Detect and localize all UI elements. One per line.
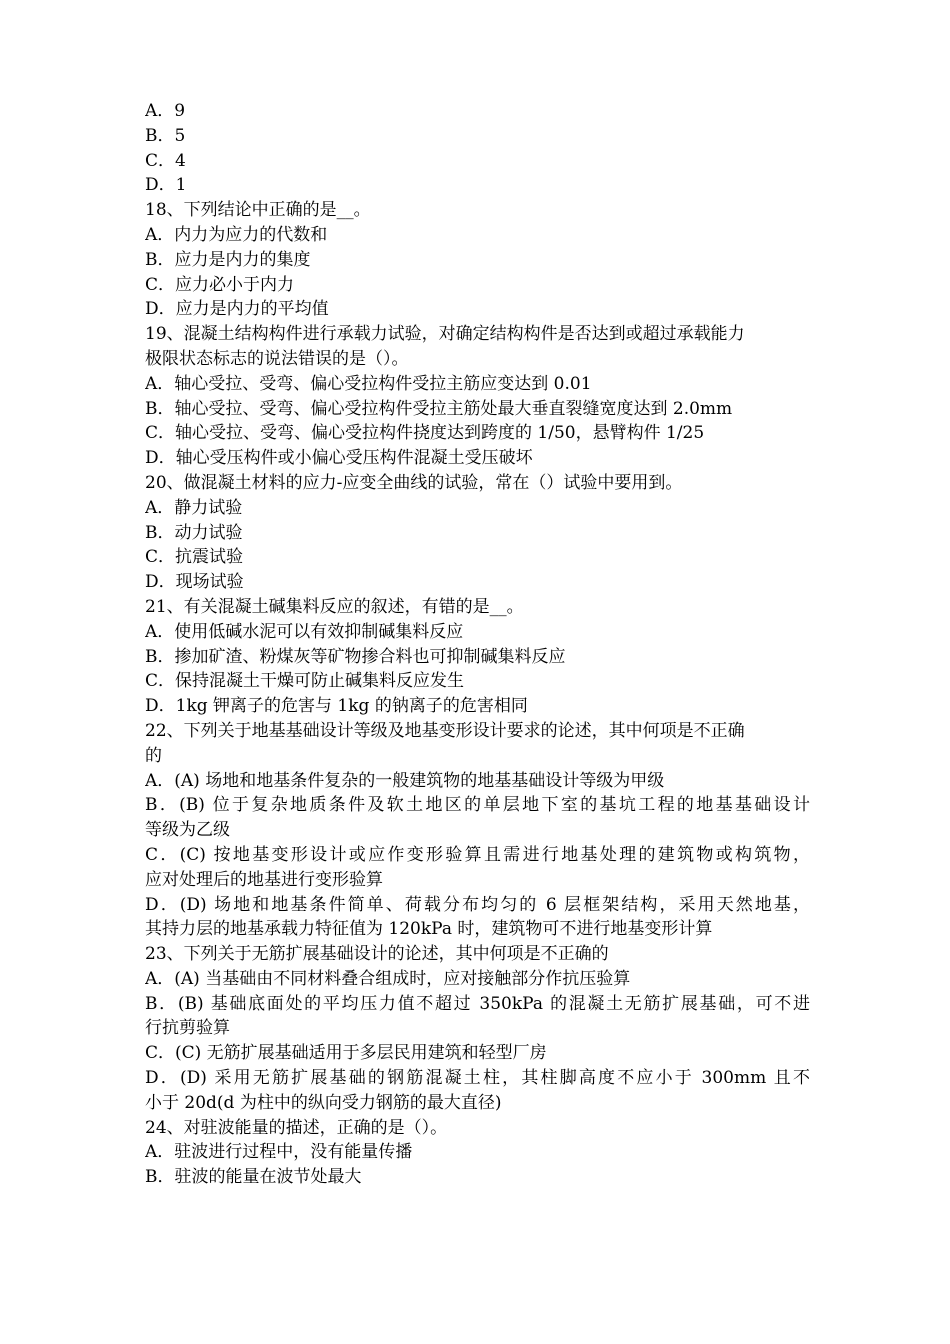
q18-stem: 18、下列结论中正确的是__。 <box>145 200 371 221</box>
q18-option-a: A．内力为应力的代数和 <box>145 224 328 245</box>
document-body <box>145 99 810 1190</box>
q19-option-b: B．轴心受拉、受弯、偏心受拉构件受拉主筋处最大垂直裂缝宽度达到 2.0mm <box>145 398 733 419</box>
q22-option-d-line-2: 其持力层的地基承载力特征值为 120kPa 时，建筑物可不进行地基变形计算 <box>145 919 713 940</box>
q21-option-c: C．保持混凝土干燥可防止碱集料反应发生 <box>145 671 465 692</box>
q21-stem: 21、有关混凝土碱集料反应的叙述，有错的是__。 <box>145 596 524 617</box>
q19-stem-line-2: 极限状态标志的说法错误的是（）。 <box>145 348 409 369</box>
q22-option-b-line-1: B．(B) 位于复杂地质条件及软土地区的单层地下室的基坑工程的地基基础设计 <box>145 795 810 816</box>
q22-stem-line-2: 的 <box>145 745 162 766</box>
q22-option-c-line-1: C．(C) 按地基变形设计或应作变形验算且需进行地基处理的建筑物或构筑物， <box>145 844 810 865</box>
q19-stem-line-1: 19、混凝土结构构件进行承载力试验，对确定结构构件是否达到或超过承载能力 <box>145 324 745 345</box>
q22-option-d-line-1: D．(D) 场地和地基条件简单、荷载分布均匀的 6 层框架结构，采用天然地基， <box>145 894 810 915</box>
q24-option-a: A．驻波进行过程中，没有能量传播 <box>145 1142 413 1163</box>
q19-option-d: D．轴心受压构件或小偏心受压构件混凝土受压破坏 <box>145 448 533 469</box>
q21-option-b: B．掺加矿渣、粉煤灰等矿物掺合料也可抑制碱集料反应 <box>145 646 566 667</box>
q20-stem: 20、做混凝土材料的应力-应变全曲线的试验，常在（）试验中要用到。 <box>145 472 683 493</box>
q23-stem: 23、下列关于无筋扩展基础设计的论述，其中何项是不正确的 <box>145 944 609 965</box>
q18-option-d: D．应力是内力的平均值 <box>145 299 329 320</box>
q23-option-d-line-1: D．(D) 采用无筋扩展基础的钢筋混凝土柱，其柱脚高度不应小于 300mm 且不 <box>145 1068 810 1089</box>
q20-option-a: A．静力试验 <box>145 497 243 518</box>
q23-option-b-line-1: B．(B) 基础底面处的平均压力值不超过 350kPa 的混凝土无筋扩展基础，可不进 <box>145 993 810 1014</box>
q21-option-a: A．使用低碱水泥可以有效抑制碱集料反应 <box>145 621 464 642</box>
q23-option-d-line-2: 小于 20d(d 为柱中的纵向受力钢筋的最大直径) <box>145 1092 502 1113</box>
q23-option-c: C．(C) 无筋扩展基础适用于多层民用建筑和轻型厂房 <box>145 1043 547 1064</box>
q17-option-d: D．1 <box>145 175 187 196</box>
q22-option-a: A．(A) 场地和地基条件复杂的一般建筑物的地基基础设计等级为甲级 <box>145 770 665 791</box>
q21-option-d: D．1kg 钾离子的危害与 1kg 的钠离子的危害相同 <box>145 696 528 717</box>
q22-option-c-line-2: 应对处理后的地基进行变形验算 <box>145 869 383 890</box>
q23-option-b-line-2: 行抗剪验算 <box>145 1018 230 1039</box>
q22-option-b-line-2: 等级为乙级 <box>145 820 230 841</box>
q19-option-c: C．轴心受拉、受弯、偏心受拉构件挠度达到跨度的 1/50，悬臂构件 1/25 <box>145 423 705 444</box>
q20-option-c: C．抗震试验 <box>145 547 244 568</box>
q24-option-b: B．驻波的能量在波节处最大 <box>145 1167 362 1188</box>
q23-option-a: A．(A) 当基础由不同材料叠合组成时，应对接触部分作抗压验算 <box>145 968 631 989</box>
q18-option-c: C．应力必小于内力 <box>145 274 295 295</box>
q17-option-a: A．9 <box>145 101 186 121</box>
q22-stem-line-1: 22、下列关于地基基础设计等级及地基变形设计要求的论述，其中何项是不正确 <box>145 720 745 741</box>
q19-option-a: A．轴心受拉、受弯、偏心受拉构件受拉主筋应变达到 0.01 <box>145 373 592 394</box>
q17-option-b: B．5 <box>145 125 186 146</box>
q20-option-b: B．动力试验 <box>145 522 243 543</box>
q20-option-d: D．现场试验 <box>145 572 244 593</box>
q24-stem: 24、对驻波能量的描述，正确的是（）。 <box>145 1117 448 1138</box>
q17-option-c: C．4 <box>145 150 186 171</box>
q18-option-b: B．应力是内力的集度 <box>145 249 311 270</box>
